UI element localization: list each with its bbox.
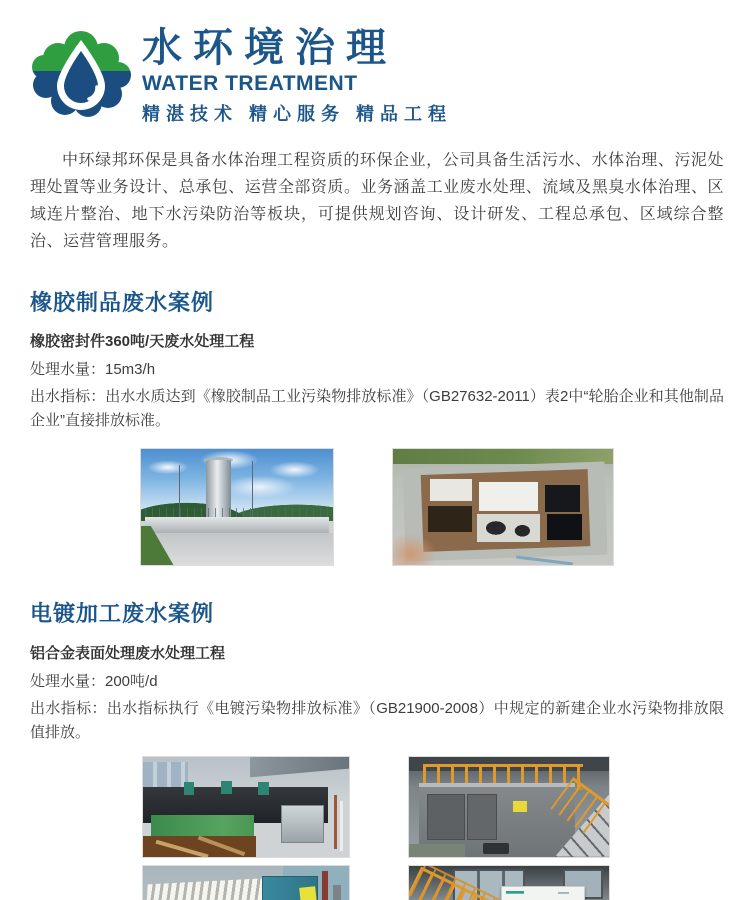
brand-subtitle: WATER TREATMENT bbox=[142, 72, 358, 95]
brand-header bbox=[30, 25, 722, 124]
standard-line: 出水指标：出水水质达到《橡胶制品工业污染物排放标准》（GB27632-2011）表2中“轮胎企业和其他制品企业”直接排放标准。 bbox=[30, 388, 724, 430]
white-signboard bbox=[501, 886, 585, 900]
section-heading: 橡胶制品废水案例 bbox=[30, 290, 215, 315]
company-intro-paragraph: 中环绿邦环保是具备水体治理工程资质的环保企业，公司具备生活污水、水体治理、污泥处理处置等业务设计、总承包、运营全部资质。业务涵盖工业废水处理、流域及黑臭水体治理、区域连片整治、地下水污染防治等板块，可提供规划咨询、设计研发、工程总承包、区域综合整治、运营管理服务。 bbox=[30, 152, 724, 250]
photo-row bbox=[140, 448, 724, 566]
gray-pipe bbox=[333, 885, 341, 900]
red-pipe bbox=[322, 871, 328, 900]
brand-title: 水环境治理 bbox=[142, 26, 397, 70]
photo-outdoor-treatment-plant-with-silo bbox=[140, 448, 334, 566]
basin bbox=[430, 479, 472, 501]
door bbox=[427, 794, 465, 840]
pump bbox=[483, 843, 509, 854]
section-heading: 电镀加工废水案例 bbox=[30, 601, 215, 627]
basin-dark bbox=[547, 514, 582, 540]
pump-motor bbox=[221, 781, 231, 794]
rust-pipe bbox=[334, 795, 337, 849]
green-floor bbox=[409, 844, 465, 857]
yellow-warning-sign bbox=[299, 886, 317, 900]
photo-grid bbox=[142, 756, 724, 900]
photo-filter-press-machine bbox=[142, 865, 350, 900]
foreground-blur bbox=[392, 533, 437, 566]
project-title: 橡胶密封件360吨/天废水处理工程 bbox=[30, 333, 255, 351]
basin-foam-dark bbox=[477, 514, 541, 542]
brand-tagline: 精湛技术 精心服务 精品工程 bbox=[142, 104, 453, 124]
photo-indoor-treatment-basins bbox=[142, 756, 350, 858]
yellow-sign bbox=[513, 801, 527, 812]
water-drop-cloud-icon bbox=[30, 25, 132, 123]
capacity-line: 处理水量：15m3/h bbox=[30, 361, 156, 379]
basin-deck bbox=[145, 517, 329, 534]
gray-tank bbox=[281, 805, 324, 843]
section-rubber-wastewater-case bbox=[30, 291, 724, 566]
section-electroplating-wastewater-case bbox=[30, 602, 724, 900]
photo-staircase-with-signboard bbox=[408, 865, 610, 900]
capacity-line: 处理水量：200吨/d bbox=[30, 672, 158, 690]
basin-foam bbox=[479, 482, 538, 511]
basin-dark bbox=[545, 485, 580, 512]
photo-aerial-view-treatment-basins bbox=[392, 448, 614, 566]
main-content bbox=[0, 291, 750, 900]
white-pipe bbox=[340, 801, 343, 851]
basin-brown bbox=[428, 506, 472, 532]
pump-motor bbox=[258, 782, 268, 795]
pump-motor bbox=[184, 782, 194, 795]
door bbox=[467, 794, 497, 840]
standard-line: 出水指标：出水指标执行《电镀污染物排放标准》（GB21900-2008）中规定的新建企业水污染物排放限值排放。 bbox=[30, 699, 724, 741]
brand-text bbox=[142, 28, 452, 124]
photo-concrete-platform-yellow-railing bbox=[408, 756, 610, 858]
project-title: 铝合金表面处理废水处理工程 bbox=[30, 644, 226, 662]
